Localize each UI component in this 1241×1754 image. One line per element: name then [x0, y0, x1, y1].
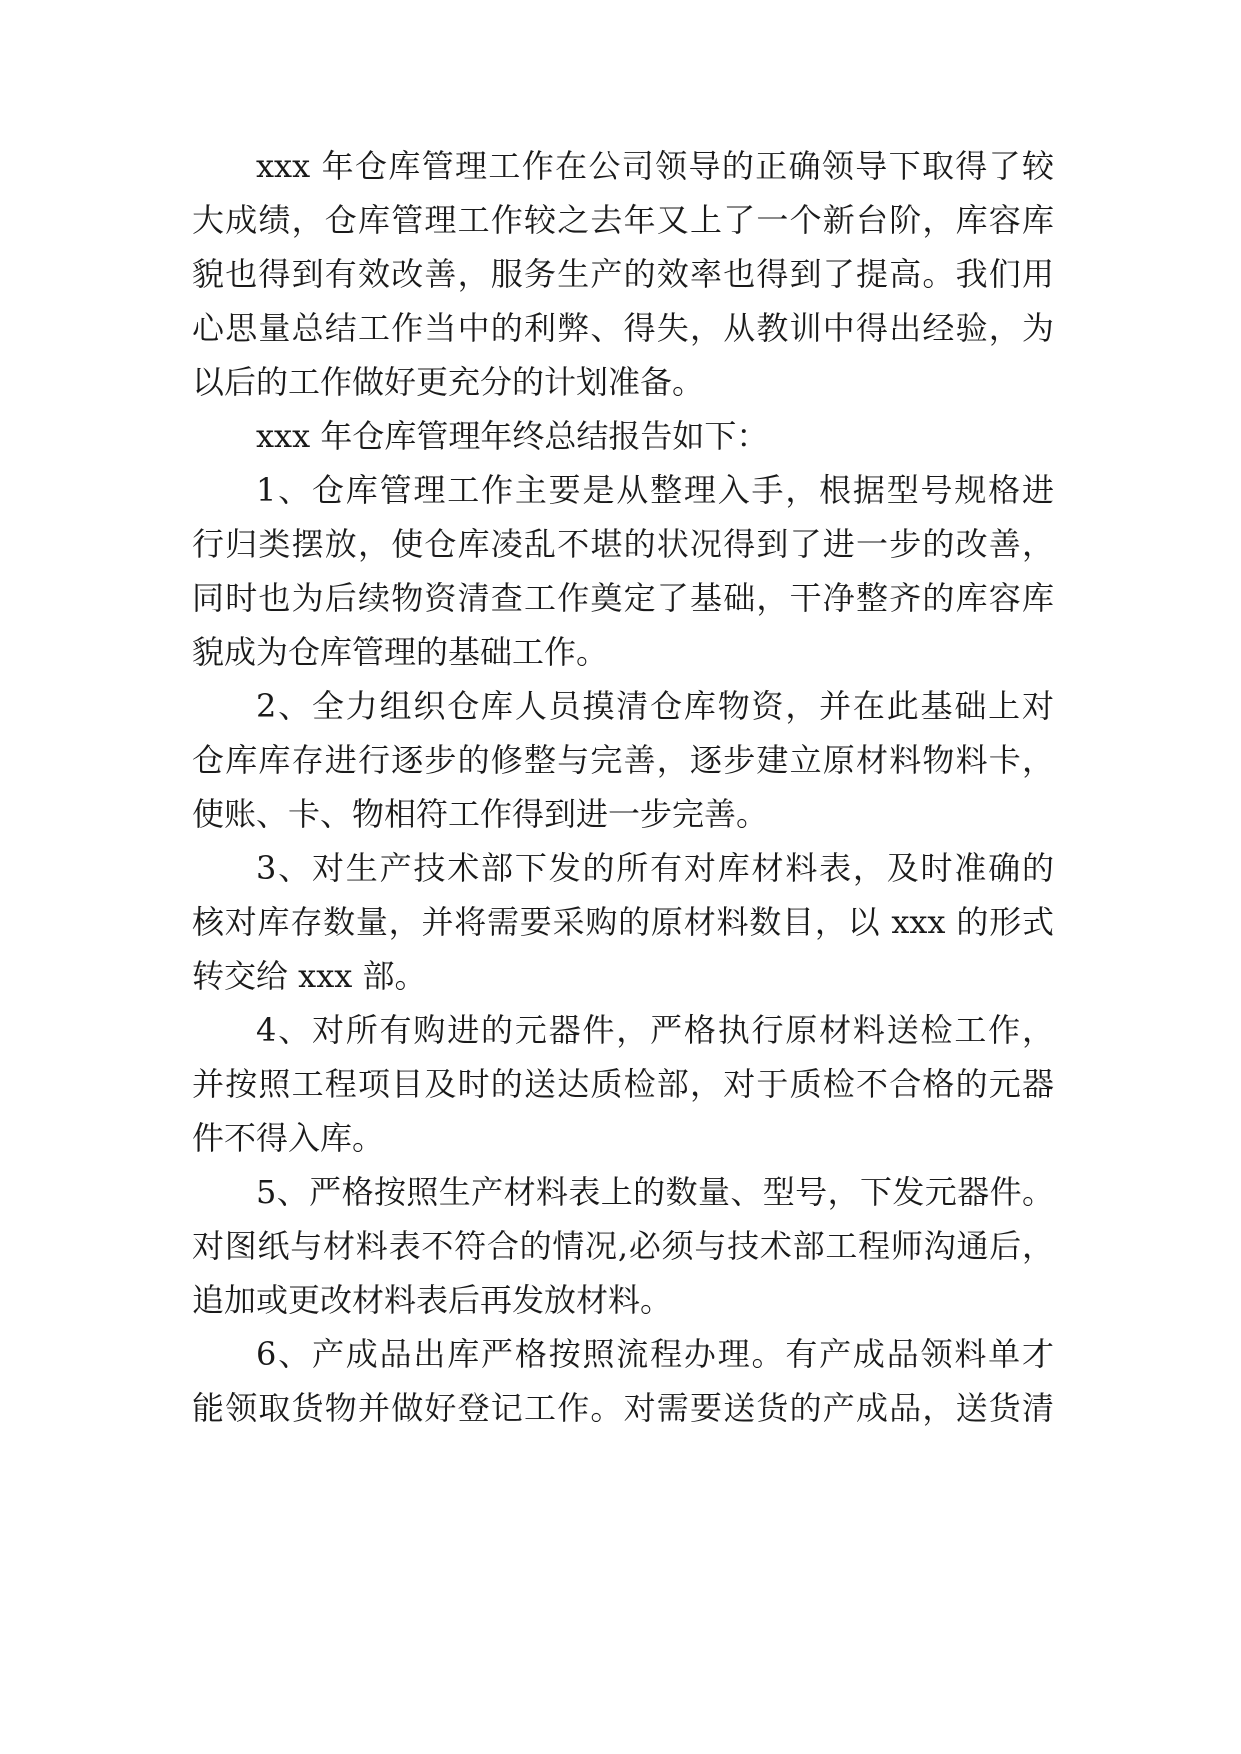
- list-item-line: 貌成为仓库管理的基础工作。: [192, 633, 609, 671]
- list-item-line: 3、对生产技术部下发的所有对库材料表，及时准确的: [256, 849, 1054, 887]
- paragraph-line: 大成绩，仓库管理工作较之去年又上了一个新台阶，库容库: [192, 201, 1054, 239]
- list-item-line: 1、仓库管理工作主要是从整理入手，根据型号规格进: [256, 471, 1054, 509]
- list-item-line: 4、对所有购进的元器件，严格执行原材料送检工作，: [256, 1011, 1054, 1049]
- list-item-line: 仓库库存进行逐步的修整与完善，逐步建立原材料物料卡，: [192, 741, 1054, 779]
- list-item-line: 件不得入库。: [192, 1119, 385, 1157]
- list-item-line: 6、产成品出库严格按照流程办理。有产成品领料单才: [256, 1335, 1054, 1373]
- paragraph-line: 以后的工作做好更充分的计划准备。: [192, 363, 705, 401]
- paragraph-line: 貌也得到有效改善，服务生产的效率也得到了提高。我们用: [192, 255, 1054, 293]
- list-item-line: 同时也为后续物资清查工作奠定了基础，干净整齐的库容库: [192, 579, 1054, 617]
- list-item-line: 使账、卡、物相符工作得到进一步完善。: [192, 795, 769, 833]
- paragraph-line: xxx 年仓库管理工作在公司领导的正确领导下取得了较: [256, 147, 1054, 185]
- list-item-line: 核对库存数量，并将需要采购的原材料数目，以 xxx 的形式: [192, 903, 1054, 941]
- paragraph-line: xxx 年仓库管理年终总结报告如下：: [256, 417, 769, 455]
- list-item-line: 转交给 xxx 部。: [192, 957, 427, 995]
- list-item-line: 并按照工程项目及时的送达质检部，对于质检不合格的元器: [192, 1065, 1054, 1103]
- list-item-line: 追加或更改材料表后再发放材料。: [192, 1281, 673, 1319]
- list-item-line: 行归类摆放，使仓库凌乱不堪的状况得到了进一步的改善，: [192, 525, 1054, 563]
- list-item-line: 5、严格按照生产材料表上的数量、型号，下发元器件。: [256, 1173, 1054, 1211]
- paragraph-line: 心思量总结工作当中的利弊、得失，从教训中得出经验，为: [192, 309, 1054, 347]
- list-item-line: 对图纸与材料表不符合的情况,必须与技术部工程师沟通后，: [192, 1227, 1054, 1265]
- list-item-line: 2、全力组织仓库人员摸清仓库物资，并在此基础上对: [256, 687, 1054, 725]
- list-item-line: 能领取货物并做好登记工作。对需要送货的产成品，送货清: [192, 1389, 1054, 1427]
